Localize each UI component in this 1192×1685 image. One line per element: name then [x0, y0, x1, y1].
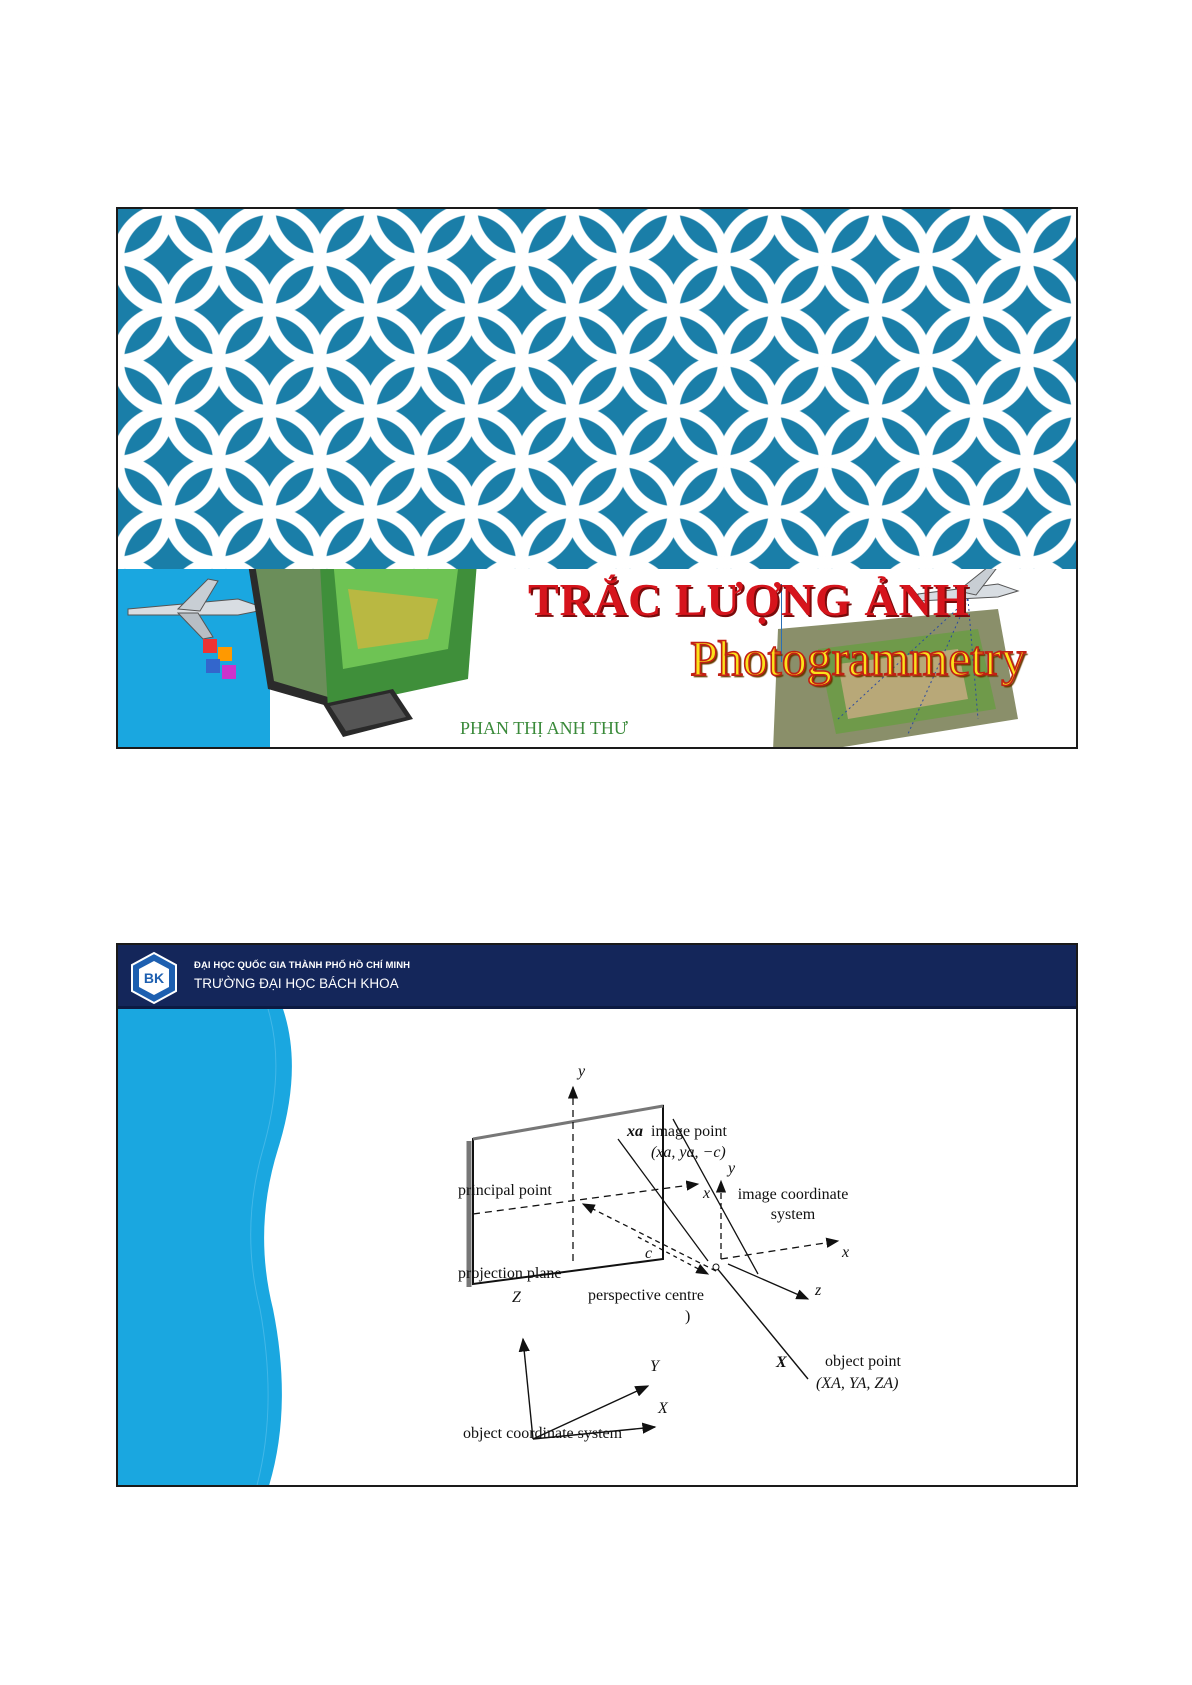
bk-logo-icon [128, 951, 180, 1005]
image-point-label: image point [651, 1123, 727, 1140]
title-vietnamese: TRẮC LƯỢNG ẢNH [528, 574, 970, 625]
image-point-symbol: xa [627, 1123, 643, 1140]
logo-text: BK [143, 970, 165, 986]
axis-Y-label: Y [650, 1358, 659, 1375]
axis-y-top-label: y [578, 1063, 586, 1080]
author-name: PHAN THỊ ANH THƯ [460, 718, 628, 738]
object-point-label: object point [825, 1353, 901, 1370]
object-point-coords: (XA, YA, ZA) [816, 1375, 899, 1392]
axis-x-plane-label: x [703, 1185, 711, 1202]
projection-plane-label: projection plane [458, 1265, 562, 1282]
title-english: Photogrammetry [690, 630, 1027, 686]
image-coordinate-system-label: image coordinate system [737, 1186, 849, 1223]
perspective-centre-label: perspective centre [588, 1287, 704, 1304]
university-header [118, 945, 1078, 1009]
axis-X-label: X [658, 1400, 668, 1417]
object-point-symbol: X [776, 1354, 787, 1371]
circle-pattern-background [118, 209, 1078, 569]
axis-Z-label: Z [512, 1289, 521, 1306]
central-perspective-diagram [118, 1009, 1078, 1487]
title-slide [116, 207, 1078, 749]
principal-point-label: principal point [458, 1182, 552, 1199]
image-point-coords: (xa, ya, −c) [651, 1144, 726, 1161]
header-school-name: TRƯỜNG ĐẠI HỌC BÁCH KHOA [194, 976, 399, 991]
object-coordinate-system-label: object coordinate system [463, 1425, 623, 1442]
axis-x-image-label: x [842, 1244, 850, 1261]
axis-z-label: z [815, 1282, 822, 1299]
header-university-name: ĐẠI HỌC QUỐC GIA THÀNH PHỐ HỒ CHÍ MINH [194, 960, 411, 971]
diagram-slide [116, 943, 1078, 1487]
principal-distance-label: c [645, 1245, 653, 1262]
axis-y-image-label: y [728, 1160, 736, 1177]
perspective-centre-coords: ) [685, 1308, 691, 1325]
drone-icon [128, 579, 268, 639]
